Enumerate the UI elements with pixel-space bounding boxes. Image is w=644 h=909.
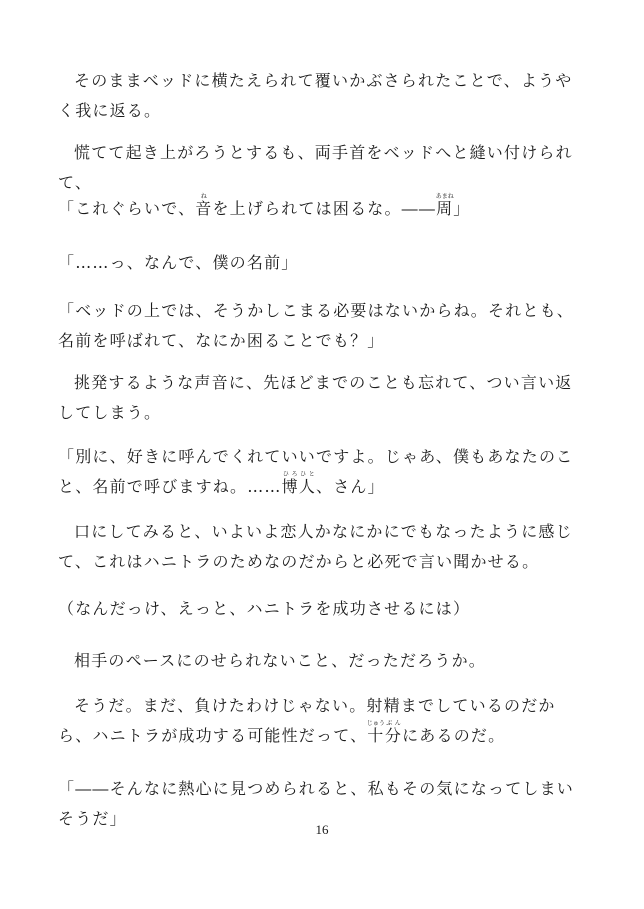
text-segment: 相手のペースにのせられないこと、だっただろうか。 xyxy=(74,651,487,670)
text-segment: 「別に、好きに呼んでくれていいですよ。じゃあ、僕もあなたのこと、名前で呼びますね。…… xyxy=(58,447,574,496)
text-segment: 」 xyxy=(453,199,471,218)
paragraph-5 xyxy=(58,296,586,356)
ruby-reading: ひろ xyxy=(281,471,299,478)
ruby-reading: ね xyxy=(195,193,213,200)
paragraph-6 xyxy=(58,368,586,428)
ruby-base: 周 xyxy=(435,199,454,218)
text-segment: そうだ。まだ、負けたわけじゃない。射精までしているのだから、ハニトラが成功する可能性だって、 xyxy=(58,696,556,745)
ruby-base: 博 xyxy=(281,477,299,496)
ruby-reading: ひと xyxy=(298,471,317,478)
text-segment: 「……っ、なんで、僕の名前」 xyxy=(58,253,299,272)
ruby-annotated-text xyxy=(435,193,454,218)
text-segment: 口にしてみると、いよいよ恋人かなにかにでもなったように感じて、これはハニトラのためなのだからと必死で言い聞かせる。 xyxy=(58,522,573,571)
text-segment: 「ベッドの上では、そうかしこまる必要はないからね。それとも、名前を呼ばれて、なにか困ることでも？」 xyxy=(58,301,575,350)
text-segment: 、さん」 xyxy=(316,477,385,496)
paragraph-10 xyxy=(58,646,586,676)
ruby-reading: ぶん xyxy=(384,720,403,727)
paragraph-7 xyxy=(58,442,586,502)
paragraph-9 xyxy=(58,594,586,624)
ruby-annotated-text xyxy=(195,193,213,218)
paragraph-3 xyxy=(58,193,586,224)
text-segment: 挑発するような声音に、先ほどまでのことも忘れて、つい言い返してしまう。 xyxy=(58,373,573,422)
ruby-base: 分 xyxy=(384,726,403,745)
ruby-annotated-text xyxy=(366,720,385,745)
ruby-annotated-text xyxy=(281,471,299,496)
paragraph-1 xyxy=(58,66,586,126)
ruby-base: 十 xyxy=(366,726,385,745)
text-segment: にあるのだ。 xyxy=(402,726,506,745)
paragraph-11 xyxy=(58,691,586,751)
ruby-annotated-text xyxy=(298,471,317,496)
paragraph-4 xyxy=(58,248,586,278)
page-number: 16 xyxy=(315,822,329,837)
ruby-reading: じゅう xyxy=(366,720,385,727)
text-segment: を上げられては困るな。―― xyxy=(212,199,437,218)
ruby-reading: あまね xyxy=(435,193,454,200)
text-segment: 「――そんなに熱心に見つめられると、私もその気になってしまいそうだ」 xyxy=(58,779,575,828)
ruby-base: 音 xyxy=(195,199,213,218)
text-segment: 「これぐらいで、 xyxy=(58,199,196,218)
text-segment: そのままベッドに横たえられて覆いかぶさられたことで、ようやく我に返る。 xyxy=(58,71,573,120)
text-segment: 慌てて起き上がろうとするも、両手首をベッドへと縫い付けられて、 xyxy=(58,143,573,192)
text-segment: （なんだっけ、えっと、ハニトラを成功させるには） xyxy=(58,599,471,618)
paragraph-8 xyxy=(58,517,586,577)
ruby-annotated-text xyxy=(384,720,403,745)
ruby-base: 人 xyxy=(298,477,317,496)
paragraph-2 xyxy=(58,138,586,198)
